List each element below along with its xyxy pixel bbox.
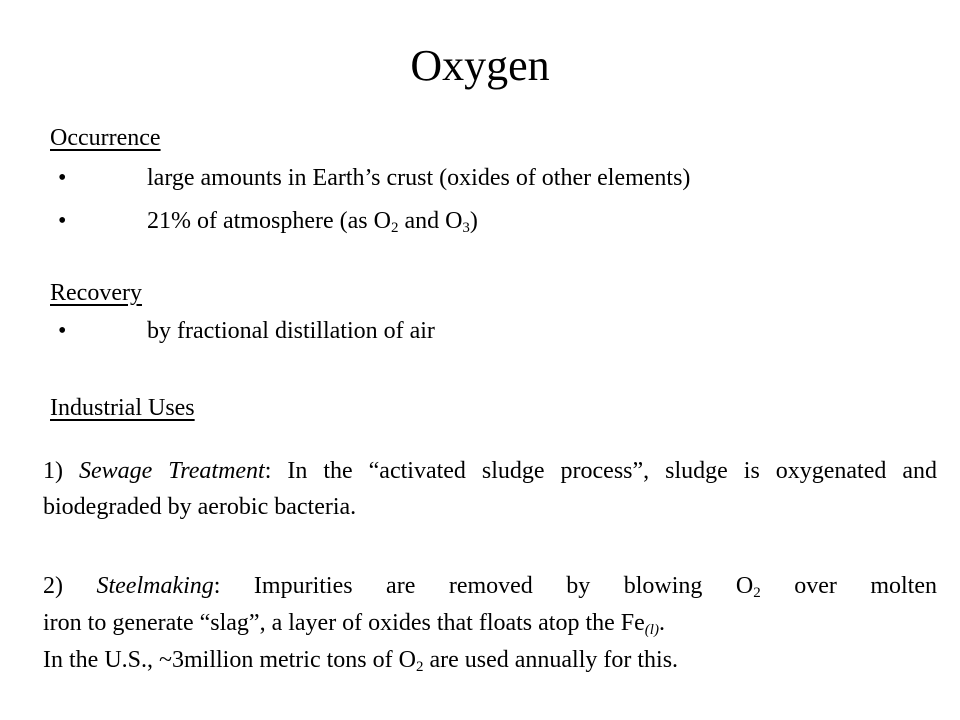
term-steelmaking: Steelmaking — [96, 573, 214, 599]
use-steelmaking-line-2: iron to generate “slag”, a layer of oxides that floats atop the $Fe_{(l)}$. — [43, 610, 665, 638]
bullet-icon: • — [58, 318, 67, 344]
bullet-icon: • — [58, 165, 67, 191]
industrial-uses-heading: Industrial Uses — [50, 395, 195, 421]
use-sewage-treatment: 1) Sewage Treatment: In the “activated sludge process”, sludge is oxygenated and biodegraded by aerobic bacteria. — [43, 458, 938, 520]
occurrence-item-1: large amounts in Earth’s crust (oxides of other elements) — [147, 165, 691, 191]
slide-title: Oxygen — [410, 41, 550, 90]
recovery-heading: Recovery — [50, 280, 142, 306]
bullet-icon: • — [58, 208, 67, 234]
occurrence-heading: Occurrence — [50, 125, 161, 151]
use-steelmaking-line-1: 2) Steelmaking: Impurities are removed by blowing $O_2$ over molten — [43, 573, 937, 601]
occurrence-item-2: 21% of atmosphere (as $O_2$ and $O_3$) — [147, 208, 478, 236]
term-sewage-treatment: Sewage Treatment — [78, 458, 265, 484]
recovery-item-1: by fractional distillation of air — [147, 318, 435, 344]
use-steelmaking-line-3: In the U.S., ~3million metric tons of $O_2$ are used annually for this. — [43, 647, 679, 675]
